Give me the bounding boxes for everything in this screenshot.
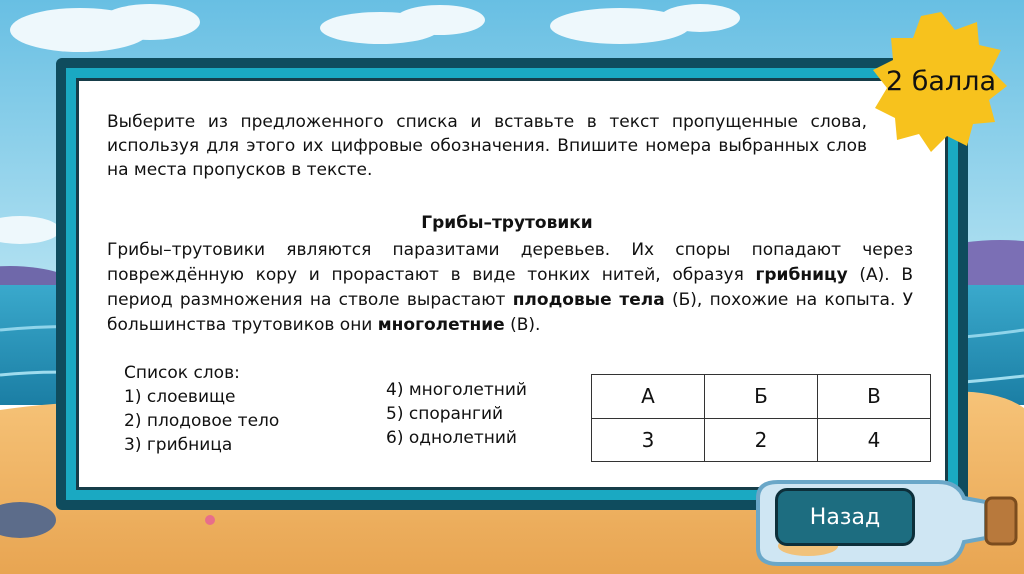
story-text [107, 238, 913, 338]
word-list-item: 4) многолетний [386, 380, 527, 400]
answer-table-value-row [592, 418, 931, 462]
story-segment: (В). [504, 315, 541, 335]
story-segment: (Б), похожие на копыта. У большинства трутовиков они [107, 290, 913, 335]
story-title: Грибы–трутовики [421, 213, 593, 233]
answer-value-b: 2 [705, 418, 818, 462]
answer-header-c: В [818, 375, 931, 419]
word-list-col-2 [386, 378, 527, 450]
word-list-item: 2) плодовое тело [124, 411, 280, 431]
back-button[interactable]: Назад [775, 488, 915, 546]
story-segment: (А). В период размножения на стволе вырастают [107, 265, 913, 310]
word-list-col-1 [124, 361, 279, 457]
word-list-item: 6) однолетний [386, 428, 517, 448]
score-badge-label: 2 балла [885, 66, 997, 97]
answer-header-a: А [592, 375, 705, 419]
word-list-item: 1) слоевище [124, 387, 236, 407]
task-instructions: Выберите из предложенного списка и вставьте в текст пропущенные слова, используя для этого их цифровые обозначения. Впишите номера выбранных слов на места пропусков в тексте. [107, 112, 867, 180]
answer-table [591, 374, 931, 462]
word-list-item: 3) грибница [124, 435, 233, 455]
word-list-title: Список слов: [124, 363, 240, 383]
answer-header-b: Б [705, 375, 818, 419]
answer-table-header-row [592, 375, 931, 419]
term-b: плодовые тела [512, 290, 665, 310]
answer-value-a: 3 [592, 418, 705, 462]
answer-value-c: 4 [818, 418, 931, 462]
term-c: многолетние [377, 315, 505, 335]
term-a: грибницу [755, 265, 848, 285]
story-segment: Грибы–трутовики являются паразитами деревьев. Их споры попадают через повреждённую кору и прорастают в виде тонких нитей, образуя [107, 240, 913, 285]
word-list-item: 5) спорангий [386, 404, 504, 424]
